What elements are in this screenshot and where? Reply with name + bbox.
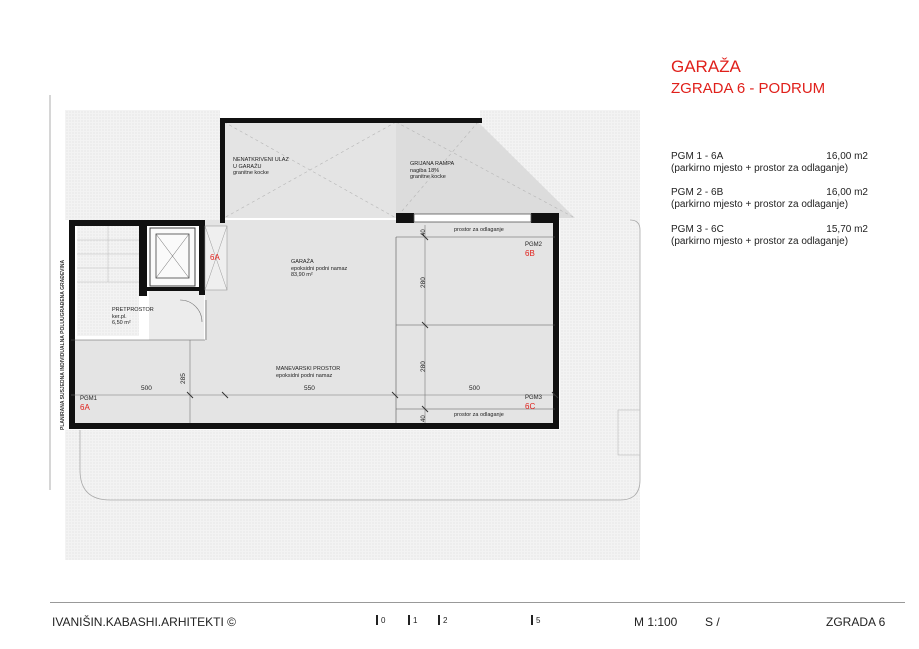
scale-ratio: M 1:100 <box>634 615 678 629</box>
schedule-desc: (parkirno mjesto + prostor za odlaganje) <box>671 236 849 247</box>
wall-top-stairs <box>69 220 199 226</box>
space-pgm3 <box>525 395 542 411</box>
garage-area: 83,90 m² <box>291 272 313 279</box>
dim-height-top: 280 <box>420 277 427 288</box>
terrain-right <box>560 220 640 430</box>
lift-marker: 6A <box>210 253 220 262</box>
wall-lift-right <box>199 220 205 295</box>
garage-name: GARAŽA <box>291 259 314 265</box>
page-title: GARAŽA <box>671 57 741 76</box>
garage-finish: epoksidni podni namaz <box>291 265 348 272</box>
schedule-item-pgm2 <box>671 187 868 210</box>
space-pgm1-name: PGM1 <box>80 396 98 402</box>
schedule-label: PGM 1 - 6A <box>671 151 724 162</box>
storage-label-top: prostor za odlaganje <box>454 227 504 233</box>
maneuver-finish: epoksidni podni namaz <box>276 372 333 379</box>
dim-height-bottom: 280 <box>420 361 427 372</box>
space-pgm2-code: 6B <box>525 248 535 258</box>
maneuver-label <box>276 366 340 379</box>
schedule-label: PGM 2 - 6B <box>671 187 724 198</box>
pretprostor-area: 6,50 m² <box>112 320 131 327</box>
gate-opening <box>414 214 531 222</box>
firm-name: IVANIŠIN.KABASHI.ARHITEKTI © <box>52 615 236 629</box>
storage-label-bottom: prostor za odlaganje <box>454 412 504 418</box>
garage-label <box>291 259 347 279</box>
dim-width-middle: 550 <box>304 385 315 392</box>
wall-bottom <box>69 423 559 429</box>
space-pgm2 <box>525 242 542 258</box>
pretprostor-floor <box>149 290 204 340</box>
space-pgm3-code: 6C <box>525 401 536 411</box>
dim-width-right: 500 <box>469 385 480 392</box>
wall-pretprostor-top <box>147 287 205 291</box>
garage-floor <box>205 220 555 425</box>
wall-stair-right <box>139 226 147 296</box>
wall-top-entrance <box>220 118 482 123</box>
schedule-area: 16,00 m2 <box>826 187 868 198</box>
ramp-name: GRIJANA RAMPA <box>410 161 455 167</box>
sheet-number: S / <box>705 615 720 629</box>
space-pgm1 <box>80 396 97 412</box>
ramp-label <box>410 161 454 181</box>
scale-tick-0: 0 <box>376 615 385 625</box>
pretprostor-finish: ker.pl. <box>112 313 127 320</box>
space-pgm3-name: PGM3 <box>525 395 543 401</box>
pretprostor-label <box>112 307 154 327</box>
dim-storage-bottom: 40 <box>421 415 427 422</box>
wall-left-entrance <box>220 118 225 223</box>
schedule-label: PGM 3 - 6C <box>671 224 724 235</box>
dim-height-left: 285 <box>180 373 187 384</box>
wall-left <box>69 220 75 428</box>
schedule-area: 16,00 m2 <box>826 151 868 162</box>
schedule-item-pgm3 <box>671 224 868 247</box>
dim-width-left: 500 <box>141 385 152 392</box>
schedule-desc: (parkirno mjesto + prostor za odlaganje) <box>671 163 849 174</box>
entrance-line2: U GARAŽU <box>233 163 262 170</box>
scale-tick-1: 1 <box>408 615 417 625</box>
terrain-bottom <box>65 430 640 560</box>
schedule-desc: (parkirno mjesto + prostor za odlaganje) <box>671 199 849 210</box>
entrance-finish: granitne kocke <box>233 170 269 177</box>
scale-tick-2: 2 <box>438 615 447 625</box>
ramp-slope: nagiba 18% <box>410 167 440 174</box>
scale-tick-5: 5 <box>531 615 540 625</box>
maneuver-name: MANEVARSKI PROSTOR <box>276 366 341 372</box>
footer-divider <box>50 602 905 603</box>
space-pgm1-code: 6A <box>80 402 90 412</box>
terrain-top <box>65 110 220 220</box>
dim-storage-top: 40 <box>421 229 427 236</box>
wall-gate-left <box>396 213 414 223</box>
page-subtitle: ZGRADA 6 - PODRUM <box>671 80 826 97</box>
building-name: ZGRADA 6 <box>826 615 886 629</box>
ramp-finish: granitne kocke <box>410 174 446 181</box>
pretprostor-name: PRETPROSTOR <box>112 307 154 313</box>
schedule-area: 15,70 m2 <box>826 224 868 235</box>
space-pgm2-name: PGM2 <box>525 242 543 248</box>
entrance-label <box>233 157 289 177</box>
entrance-name: NENATKRIVENI ULAZ <box>233 157 289 163</box>
neighbor-building-label: PLANIRANA SUSJEDNA INDIVIDUALNA POLUUGRAĐENA GRAĐEVINA <box>60 259 66 430</box>
wall-gate-right <box>531 213 559 223</box>
schedule-item-pgm1 <box>671 151 868 174</box>
